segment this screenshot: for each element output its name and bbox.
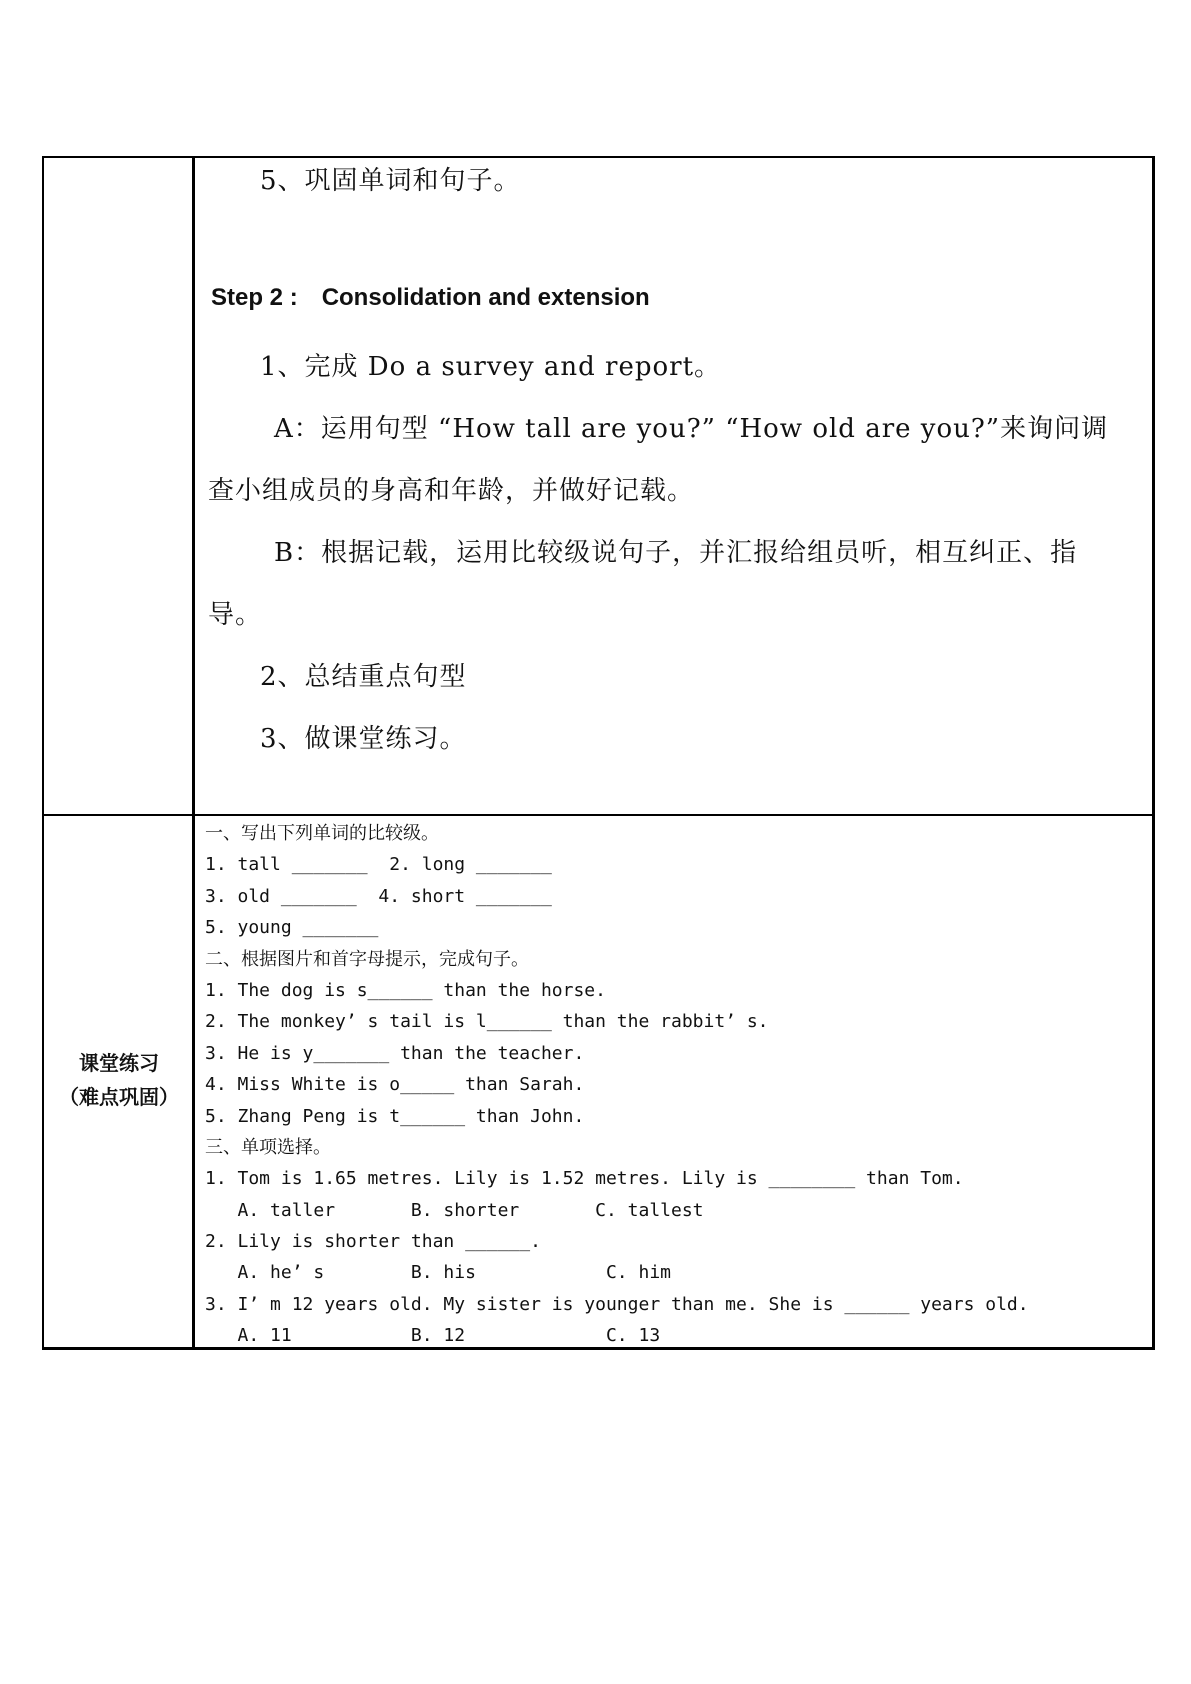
step-item-a-line1: A：运用句型 “How tall are you?” “How old are you?”来询问调 [274, 414, 1109, 444]
question-options: A. taller B. shorter C. tallest [205, 1199, 704, 1221]
step-item-summary: 2、总结重点句型 [260, 662, 467, 692]
step-item-a-line2: 查小组成员的身高和年龄，并做好记载。 [208, 476, 695, 506]
table-border-right [1152, 156, 1155, 1350]
question-options: A. 11 B. 12 C. 13 [205, 1325, 661, 1347]
exercise-line: 5. young _______ [205, 917, 379, 939]
step-item-survey: 1、完成 Do a survey and report。 [260, 352, 722, 382]
teaching-steps-cell [208, 156, 1148, 816]
section-title-complete-sentences: 二、根据图片和首字母提示，完成句子。 [205, 948, 529, 970]
section-title-multiple-choice: 三、单项选择。 [205, 1136, 331, 1158]
row-label-practice [44, 1046, 194, 1114]
exercise-line: 5. Zhang Peng is t______ than John. [205, 1105, 585, 1127]
exercise-line: 2. The monkey’ s tail is l______ than the rabbit’ s. [205, 1011, 769, 1033]
step-heading [211, 284, 650, 312]
table-border-left [42, 156, 44, 1350]
row-label-line1: 课堂练习 [79, 1051, 159, 1075]
section-title-comparatives: 一、写出下列单词的比较级。 [205, 823, 439, 844]
exercise-line: 3. old _______ 4. short _______ [205, 885, 552, 907]
question-line: 2. Lily is shorter than ______. [205, 1231, 541, 1253]
step-item-b-line1: B：根据记载，运用比较级说句子，并汇报给组员听，相互纠正、指 [274, 538, 1078, 568]
table-column-divider [192, 156, 195, 1350]
step-item-b-line2: 导。 [208, 600, 263, 630]
step-item-practice: 3、做课堂练习。 [260, 724, 467, 754]
step-item-consolidate: 5、巩固单词和句子。 [260, 166, 521, 196]
step-label: Step 2 : [211, 284, 298, 311]
exercise-line: 3. He is y_______ than the teacher. [205, 1042, 585, 1064]
question-options: A. he’ s B. his C. him [205, 1262, 671, 1284]
exercises-cell [205, 818, 1150, 1352]
question-line: 1. Tom is 1.65 metres. Lily is 1.52 metres. Lily is ________ than Tom. [205, 1168, 964, 1190]
row-label-line2: （难点巩固） [59, 1085, 179, 1109]
exercise-line: 1. The dog is s______ than the horse. [205, 979, 606, 1001]
question-line: 3. I’ m 12 years old. My sister is younger than me. She is ______ years old. [205, 1293, 1029, 1315]
exercise-line: 1. tall _______ 2. long _______ [205, 854, 552, 876]
exercise-line: 4. Miss White is o_____ than Sarah. [205, 1074, 585, 1096]
step-title: Consolidation and extension [321, 284, 650, 311]
